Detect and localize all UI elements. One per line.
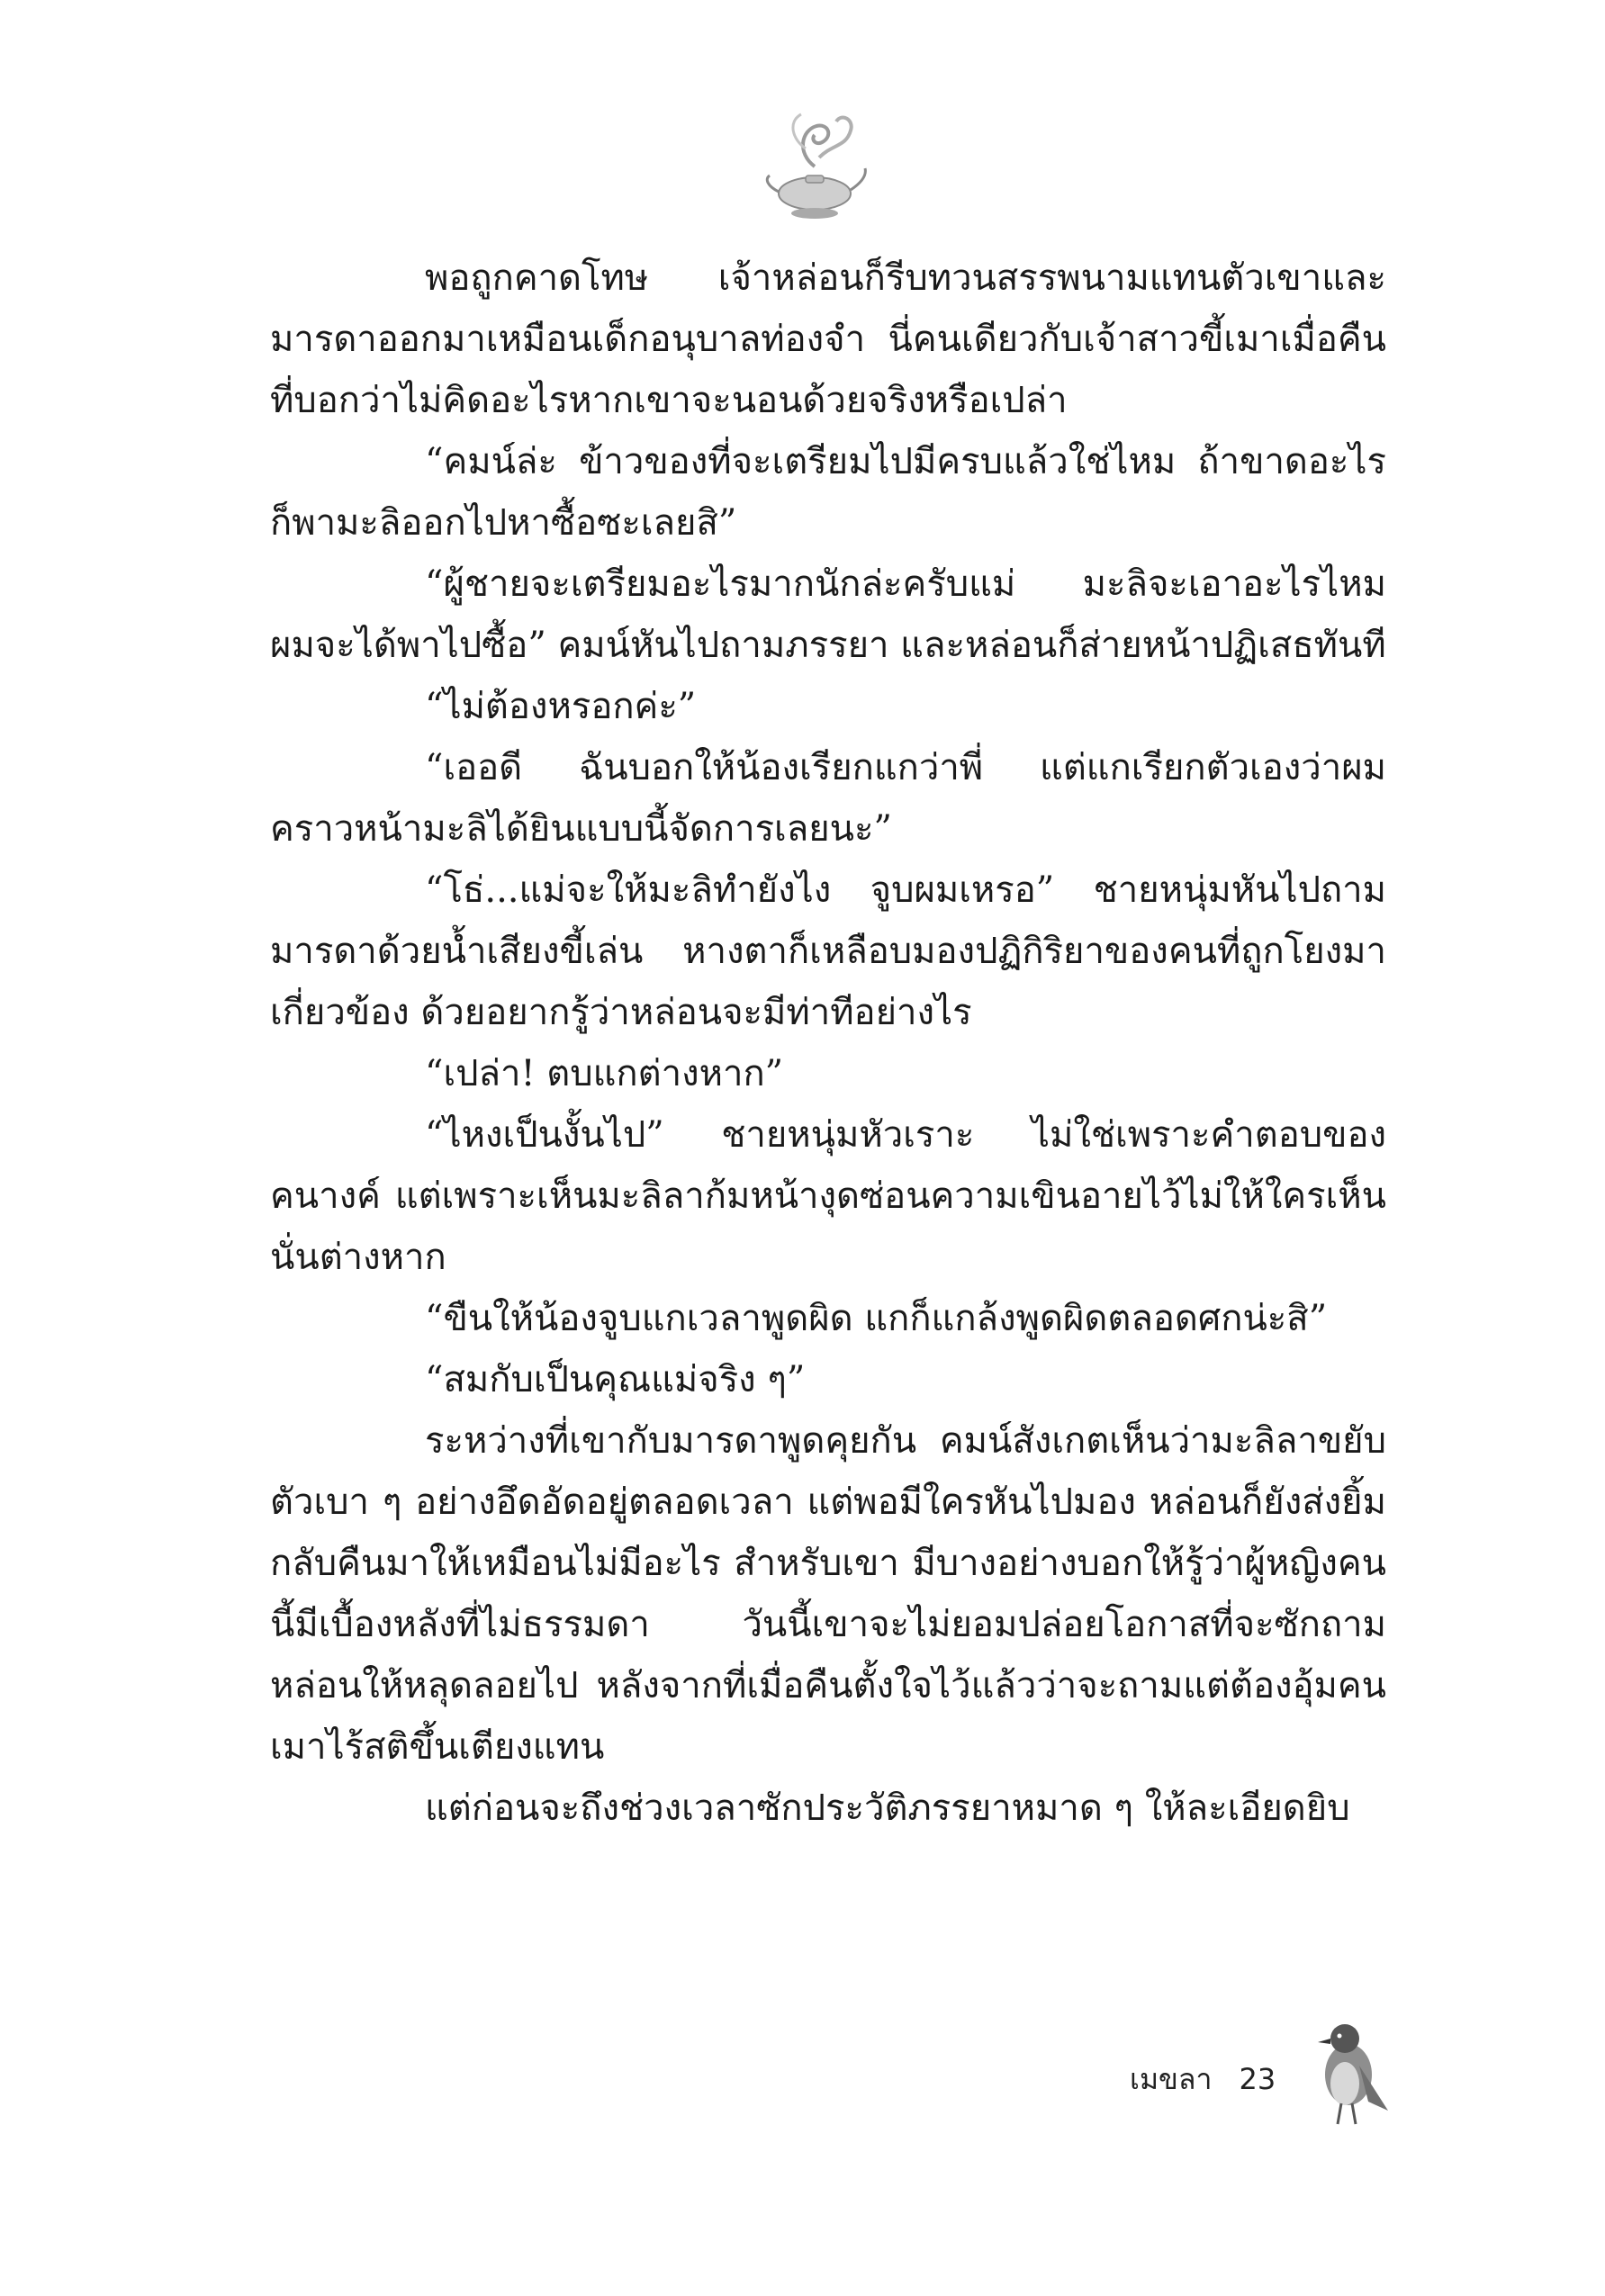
paragraph: “ผู้ชายจะเตรียมอะไรมากนักล่ะครับแม่ มะลิจะเอาอะไรไหม ผมจะได้พาไปซื้อ” คมน์หันไปถามภรรยา และหล่อนก็ส่ายหน้าปฏิเสธทันที [270,563,1386,666]
page-footer [1130,2048,1276,2111]
body-text [270,248,1386,1839]
paragraph: ระหว่างที่เขากับมารดาพูดคุยกัน คมน์สังเกตเห็นว่ามะลิลาขยับตัวเบา ๆ อย่างอึดอัดอยู่ตลอดเวลา แต่พอมีใครหันไปมอง หล่อนก็ยังส่งยิ้มกลับคืนมาให้เหมือนไม่มีอะไร สำหรับเขา มีบางอย่างบอกให้รู้ว่าผู้หญิงคนนี้มีเบื้องหลังที่ไม่ธรรมดา วันนี้เขาจะไม่ยอมปล่อยโอกาสที่จะซักถามหล่อนให้หลุดลอยไป หลังจากที่เมื่อคืนตั้งใจไว้แล้วว่าจะถามแต่ต้องอุ้มคนเมาไร้สติขึ้นเตียงแทน [270,1420,1386,1768]
paragraph: “ขืนให้น้องจูบแกเวลาพูดผิด แกก็แกล้งพูดผิดตลอดศกน่ะสิ” [425,1298,1328,1339]
paragraph: แต่ก่อนจะถึงช่วงเวลาซักประวัติภรรยาหมาด ๆ ให้ละเอียดยิบ [425,1787,1350,1829]
paragraph: “โธ่...แม่จะให้มะลิทำยังไง จูบผมเหรอ” ชายหนุ่มหันไปถามมารดาด้วยน้ำเสียงขี้เล่น หางตาก็เหลือบมองปฏิกิริยาของคนที่ถูกโยงมาเกี่ยวข้อง ด้วยอยากรู้ว่าหล่อนจะมีท่าทีอย่างไร [270,869,1386,1033]
paragraph: พอถูกคาดโทษ เจ้าหล่อนก็รีบทวนสรรพนามแทนตัวเขาและมารดาออกมาเหมือนเด็กอนุบาลท่องจำ นี่คนเดียวกับเจ้าสาวขี้เมาเมื่อคืนที่บอกว่าไม่คิดอะไรหากเขาจะนอนด้วยจริงหรือเปล่า [270,257,1386,421]
bird-icon [1305,2012,1395,2129]
paragraph: “เออดี ฉันบอกให้น้องเรียกแกว่าพี่ แต่แกเรียกตัวเองว่าผม คราวหน้ามะลิได้ยินแบบนี้จัดการเลยนะ” [270,747,1386,850]
paragraph: “สมกับเป็นคุณแม่จริง ๆ” [425,1359,806,1400]
paragraph: “ไหงเป็นงั้นไป” ชายหนุ่มหัวเราะ ไม่ใช่เพราะคำตอบของคนางค์ แต่เพราะเห็นมะลิลาก้มหน้างุดซ่อนความเขินอายไว้ไม่ให้ใครเห็นนั่นต่างหาก [270,1114,1386,1278]
paragraph: “ไม่ต้องหรอกค่ะ” [425,686,697,727]
book-title: เมขลา [1130,2061,1213,2096]
teapot-lamp-icon [761,104,869,230]
paragraph: “คมน์ล่ะ ข้าวของที่จะเตรียมไปมีครบแล้วใช่ไหม ถ้าขาดอะไรก็พามะลิออกไปหาซื้อซะเลยสิ” [270,441,1386,544]
paragraph: “เปล่า! ตบแกต่างหาก” [425,1053,784,1094]
page-number: 23 [1239,2062,1276,2096]
